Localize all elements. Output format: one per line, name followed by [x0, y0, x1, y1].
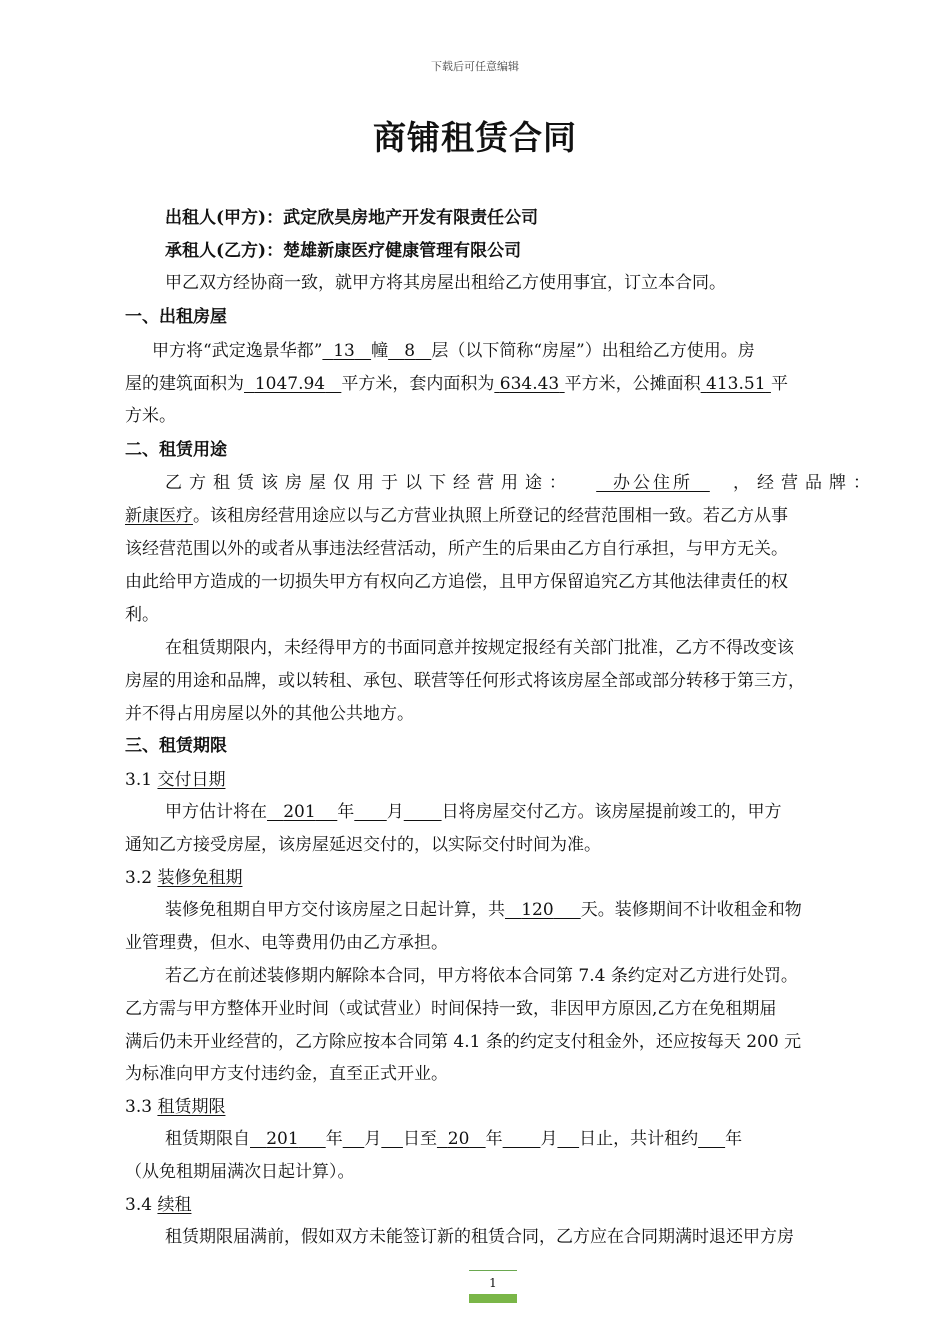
subsection-3-2-title: 3.2 装修免租期 [125, 868, 243, 888]
area-shared: 413.51 [706, 374, 766, 394]
section-1-line-3: 方米。 [125, 406, 176, 426]
lease-start-year: 201 [266, 1129, 299, 1149]
business-brand: 新康医疗 [125, 506, 193, 526]
document-title: 商铺租赁合同 [373, 118, 577, 157]
lessor-line: 出租人(甲方)：武定欣昊房地产开发有限责任公司 [165, 208, 539, 228]
subsection-3-3-line-2: （从免租期届满次日起计算）。 [125, 1162, 355, 1182]
header-note: 下载后可任意编辑 [431, 60, 519, 73]
subsection-3-4-line-1: 租赁期限届满前，假如双方未能签订新的租赁合同，乙方应在合同期满时退还甲方房 [165, 1227, 794, 1247]
business-use: 办公住所 [613, 473, 693, 493]
subsection-3-2-line-2: 业管理费，但水、电等费用仍由乙方承担。 [125, 933, 448, 953]
subsection-3-2-para-2-line-4: 为标准向甲方支付违约金，直至正式开业。 [125, 1064, 448, 1084]
subsection-3-1-line-2: 通知乙方接受房屋，该房屋延迟交付的，以实际交付时间为准。 [125, 835, 601, 855]
area-total: 1047.94 [254, 374, 326, 394]
footer-bar [469, 1294, 517, 1303]
delivery-year: 201 [283, 802, 316, 822]
footer-rule [469, 1270, 517, 1271]
section-2-line-2: 新康医疗。该租房经营用途应以与乙方营业执照上所登记的经营范围相一致。若乙方从事 [125, 506, 788, 526]
section-1-line-1: 甲方将“武定逸景华都” 13 幢 8 层（以下简称“房屋”）出租给乙方使用。房 [152, 341, 755, 361]
floor-number: 8 [404, 341, 416, 361]
section-2-para-2-line-1: 在租赁期限内，未经得甲方的书面同意并按规定报经有关部门批准，乙方不得改变该 [165, 638, 794, 658]
lease-end-year: 20 [447, 1129, 470, 1149]
subsection-3-2-para-2-line-3: 满后仍未开业经营的，乙方除应按本合同第 4.1 条的约定支付租金外，还应按每天 200 元 [125, 1032, 802, 1052]
subsection-3-2-para-2-line-2: 乙方需与甲方整体开业时间（或试营业）时间保持一致，非因甲方原因,乙方在免租期届 [125, 999, 777, 1019]
subsection-3-4-title: 3.4 续租 [125, 1195, 192, 1215]
section-2-heading: 二、租赁用途 [125, 440, 227, 460]
area-inner: 634.43 [499, 374, 560, 394]
subsection-3-1-title: 3.1 交付日期 [125, 770, 226, 790]
lessee-line: 承租人(乙方)：楚雄新康医疗健康管理有限公司 [165, 241, 522, 261]
section-1-line-2: 屋的建筑面积为 1047.94 平方米，套内面积为 634.43 平方米，公摊面积 413.51 平 [125, 374, 788, 394]
page-number: 1 [489, 1276, 497, 1290]
subsection-3-3-title: 3.3 租赁期限 [125, 1097, 226, 1117]
section-2-line-4: 由此给甲方造成的一切损失甲方有权向乙方追偿，且甲方保留追究乙方其他法律责任的权 [125, 572, 788, 592]
section-2-para-2-line-3: 并不得占用房屋以外的其他公共地方。 [125, 704, 414, 724]
section-2-line-5: 利。 [125, 605, 159, 625]
subsection-3-2-line-1: 装修免租期自甲方交付该房屋之日起计算，共 120 天。装修期间不计收租金和物 [165, 900, 802, 920]
intro-line: 甲乙双方经协商一致，就甲方将其房屋出租给乙方使用事宜，订立本合同。 [165, 273, 726, 293]
subsection-3-3-line-1: 租赁期限自 201 年 月 日至 20 年 月 日止，共计租约 年 [165, 1129, 743, 1149]
subsection-3-1-line-1: 甲方估计将在 201 年 月 日将房屋交付乙方。该房屋提前竣工的，甲方 [165, 802, 782, 822]
rent-free-days: 120 [521, 900, 554, 920]
building-number: 13 [333, 341, 355, 361]
section-1-heading: 一、出租房屋 [125, 307, 227, 327]
section-2-line-3: 该经营范围以外的或者从事违法经营活动，所产生的后果由乙方自行承担，与甲方无关。 [125, 539, 788, 559]
section-3-heading: 三、租赁期限 [125, 736, 227, 756]
section-2-line-1: 乙方租赁该房屋仅用于以下经营用途： 办公住所 ，经营品牌： [165, 468, 877, 493]
section-2-para-2-line-2: 房屋的用途和品牌，或以转租、承包、联营等任何形式将该房屋全部或部分转移于第三方， [125, 671, 805, 691]
subsection-3-2-para-2-line-1: 若乙方在前述装修期内解除本合同，甲方将依本合同第 7.4 条约定对乙方进行处罚。 [165, 966, 798, 986]
